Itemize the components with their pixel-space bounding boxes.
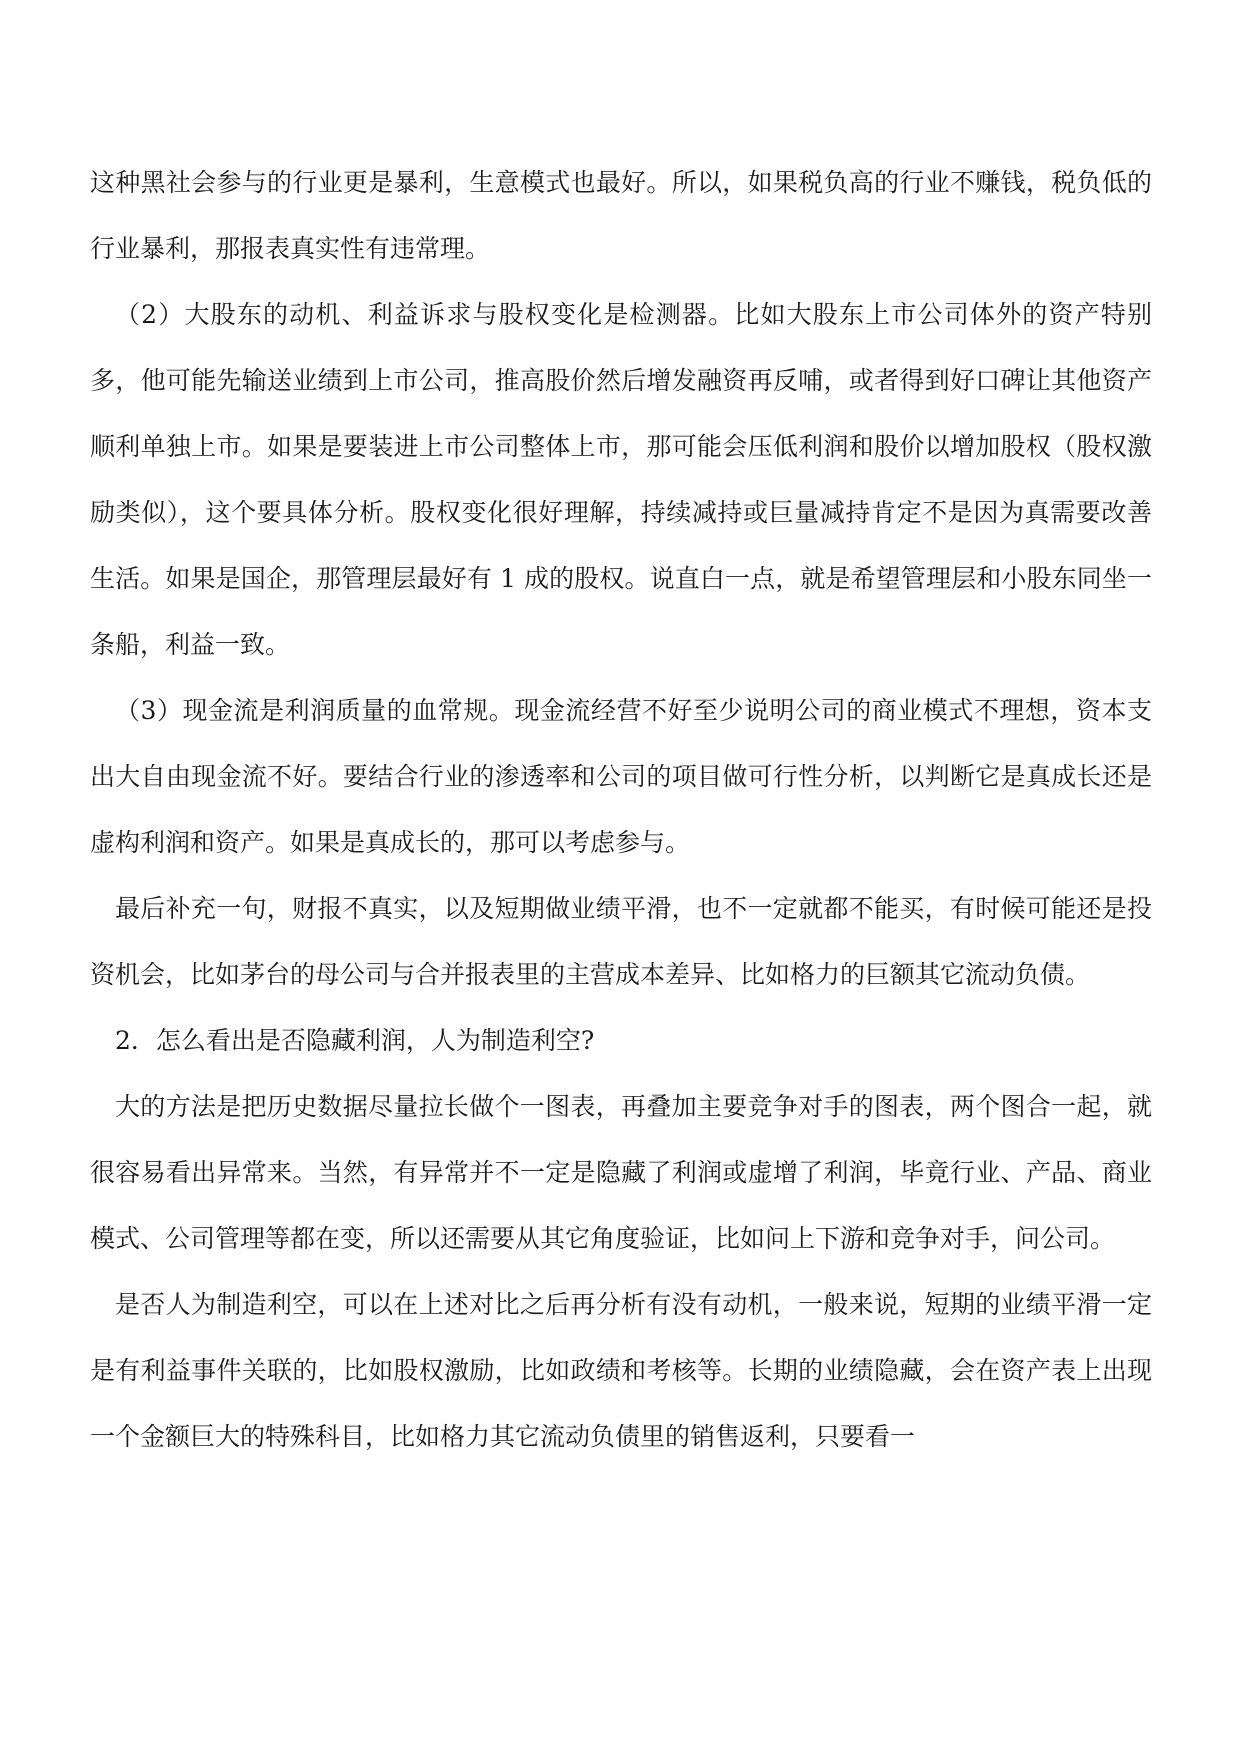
- paragraph-tax-burden: 这种黑社会参与的行业更是暴利，生意模式也最好。所以，如果税负高的行业不赚钱，税负低的行业暴利，那报表真实性有违常理。: [90, 168, 1152, 263]
- paragraph-cash-flow: （3）现金流是利润质量的血常规。现金流经营不好至少说明公司的商业模式不理想，资本支出大自由现金流不好。要结合行业的渗透率和公司的项目做可行性分析，以判断它是真成长还是虚构利润和资产。如果是真成长的，那可以考虑参与。: [90, 696, 1152, 857]
- section-heading-hidden-profit: 2．怎么看出是否隐藏利润，人为制造利空?: [115, 1026, 595, 1055]
- paragraph-major-shareholder: （2）大股东的动机、利益诉求与股权变化是检测器。比如大股东上市公司体外的资产特别多，他可能先输送业绩到上市公司，推高股价然后增发融资再反哺，或者得到好口碑让其他资产顺利单独上市。如果是要装进上市公司整体上市，那可能会压低利润和股价以增加股权（股权激励类似），这个要具体分析。股权变化很好理解，持续减持或巨量减持肯定不是因为真需要改善生活。如果是国企，那管理层最好有 1 成的股权。说直白一点，就是希望管理层和小股东同坐一条船，利益一致。: [90, 300, 1152, 659]
- paragraph-method: 大的方法是把历史数据尽量拉长做个一图表，再叠加主要竞争对手的图表，两个图合一起，就很容易看出异常来。当然，有异常并不一定是隐藏了利润或虚增了利润，毕竟行业、产品、商业模式、公司管理等都在变，所以还需要从其它角度验证，比如问上下游和竞争对手，问公司。: [90, 1092, 1152, 1253]
- paragraph-supplement: 最后补充一句，财报不真实，以及短期做业绩平滑，也不一定就都不能买，有时候可能还是投资机会，比如茅台的母公司与合并报表里的主营成本差异、比如格力的巨额其它流动负债。: [90, 894, 1152, 989]
- paragraph-artificial-bad-news: 是否人为制造利空，可以在上述对比之后再分析有没有动机，一般来说，短期的业绩平滑一定是有利益事件关联的，比如股权激励，比如政绩和考核等。长期的业绩隐藏，会在资产表上出现一个金额巨大的特殊科目，比如格力其它流动负债里的销售返利，只要看一: [90, 1290, 1152, 1451]
- document-body: [90, 150, 1152, 1470]
